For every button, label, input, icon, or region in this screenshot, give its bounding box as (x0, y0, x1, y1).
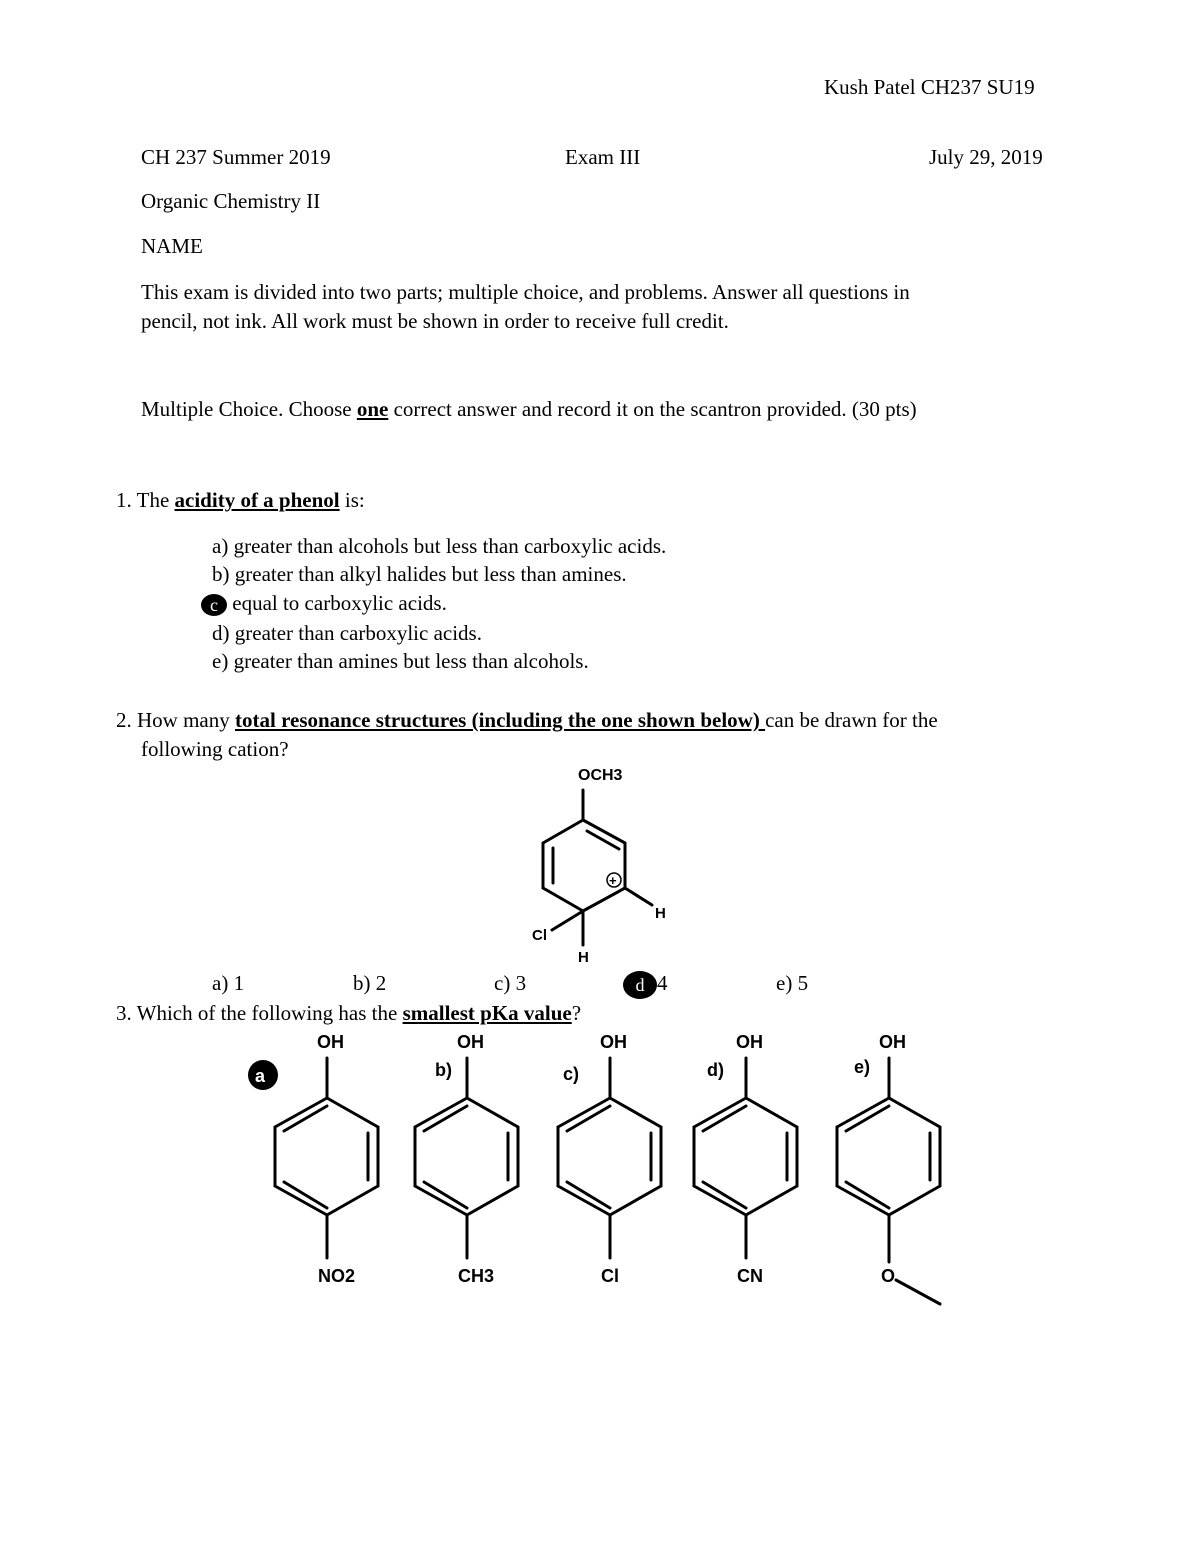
molecule-d-letter: d) (707, 1060, 724, 1080)
name-label: NAME (141, 234, 203, 258)
molecule-e-substituent: O (881, 1266, 896, 1286)
mc-intro-post: correct answer and record it on the scantron provided. (30 pts) (388, 397, 917, 421)
student-header: Kush Patel CH237 SU19 (824, 75, 1035, 99)
och3-label: OCH3 (578, 767, 623, 784)
subject: Organic Chemistry II (141, 189, 321, 213)
molecule-a-letter: a (255, 1066, 266, 1086)
q1-option-c-selected: c equal to carboxylic acids. (201, 590, 447, 616)
exam-title: Exam III (565, 145, 641, 169)
selected-answer-mark: c (201, 594, 227, 616)
positive-charge-label: + (609, 873, 617, 888)
molecule-c-oh: OH (600, 1032, 627, 1052)
q1-option-a: a) greater than alcohols but less than carboxylic acids. (212, 534, 667, 558)
instructions-line1: This exam is divided into two parts; multiple choice, and problems. Answer all questions in (141, 280, 910, 304)
molecule-d-substituent: CN (737, 1266, 763, 1286)
q2-num: 2. How many (116, 708, 235, 732)
molecule-b-oh: OH (457, 1032, 484, 1052)
selected-answer-mark: d (623, 971, 657, 999)
q2-option-e: e) 5 (776, 971, 809, 995)
q1-post: is: (339, 488, 365, 512)
molecule-e-oh: OH (879, 1032, 906, 1052)
molecule-e-letter: e) (854, 1057, 871, 1077)
molecule-c-substituent: Cl (601, 1266, 619, 1286)
molecule-c-letter: c) (563, 1064, 580, 1084)
q3-post: ? (571, 1001, 582, 1025)
mc-intro-pre: Multiple Choice. Choose (141, 397, 357, 421)
h-right-label: H (655, 905, 666, 922)
exam-date: July 29, 2019 (929, 145, 1043, 169)
q1-num: 1. The (116, 488, 175, 512)
molecule-a-substituent: NO2 (318, 1266, 356, 1286)
methyl-bond (896, 1280, 940, 1304)
bond-cl (552, 911, 583, 930)
molecule-a-ring (275, 1058, 378, 1258)
course-title: CH 237 Summer 2019 (141, 145, 331, 169)
q1-option-e: e) greater than amines but less than alcohols. (212, 649, 589, 673)
molecule-b-ring (415, 1058, 518, 1258)
q3-num: 3. Which of the following has the (116, 1001, 403, 1025)
molecule-b-substituent: CH3 (458, 1266, 495, 1286)
q2-emph: total resonance structures (including the one shown below) (235, 708, 766, 732)
q2-option-a: a) 1 (212, 971, 245, 995)
molecule-d-ring (694, 1058, 797, 1258)
mc-intro-emph: one (356, 397, 389, 421)
q1-option-b: b) greater than alkyl halides but less than amines. (212, 562, 627, 586)
q3-emph: smallest pKa value (402, 1001, 572, 1025)
q1-option-d: d) greater than carboxylic acids. (212, 621, 482, 645)
molecule-b-letter: b) (435, 1060, 452, 1080)
bond-h-right (625, 888, 652, 905)
q2-option-b: b) 2 (353, 971, 387, 995)
q1-emph: acidity of a phenol (174, 488, 340, 512)
h-bottom-label: H (578, 949, 589, 966)
q2-option-d-selected: d 4 (623, 970, 668, 999)
cl-label: Cl (532, 927, 547, 944)
cation-structure (543, 790, 652, 945)
q2-line2: following cation? (141, 737, 289, 761)
molecule-c-ring (558, 1058, 661, 1258)
molecule-a-oh: OH (317, 1032, 344, 1052)
molecule-d-oh: OH (736, 1032, 763, 1052)
q2-post: can be drawn for the (765, 708, 938, 732)
q2-option-c: c) 3 (494, 971, 527, 995)
instructions-line2: pencil, not ink. All work must be shown in order to receive full credit. (141, 309, 729, 333)
